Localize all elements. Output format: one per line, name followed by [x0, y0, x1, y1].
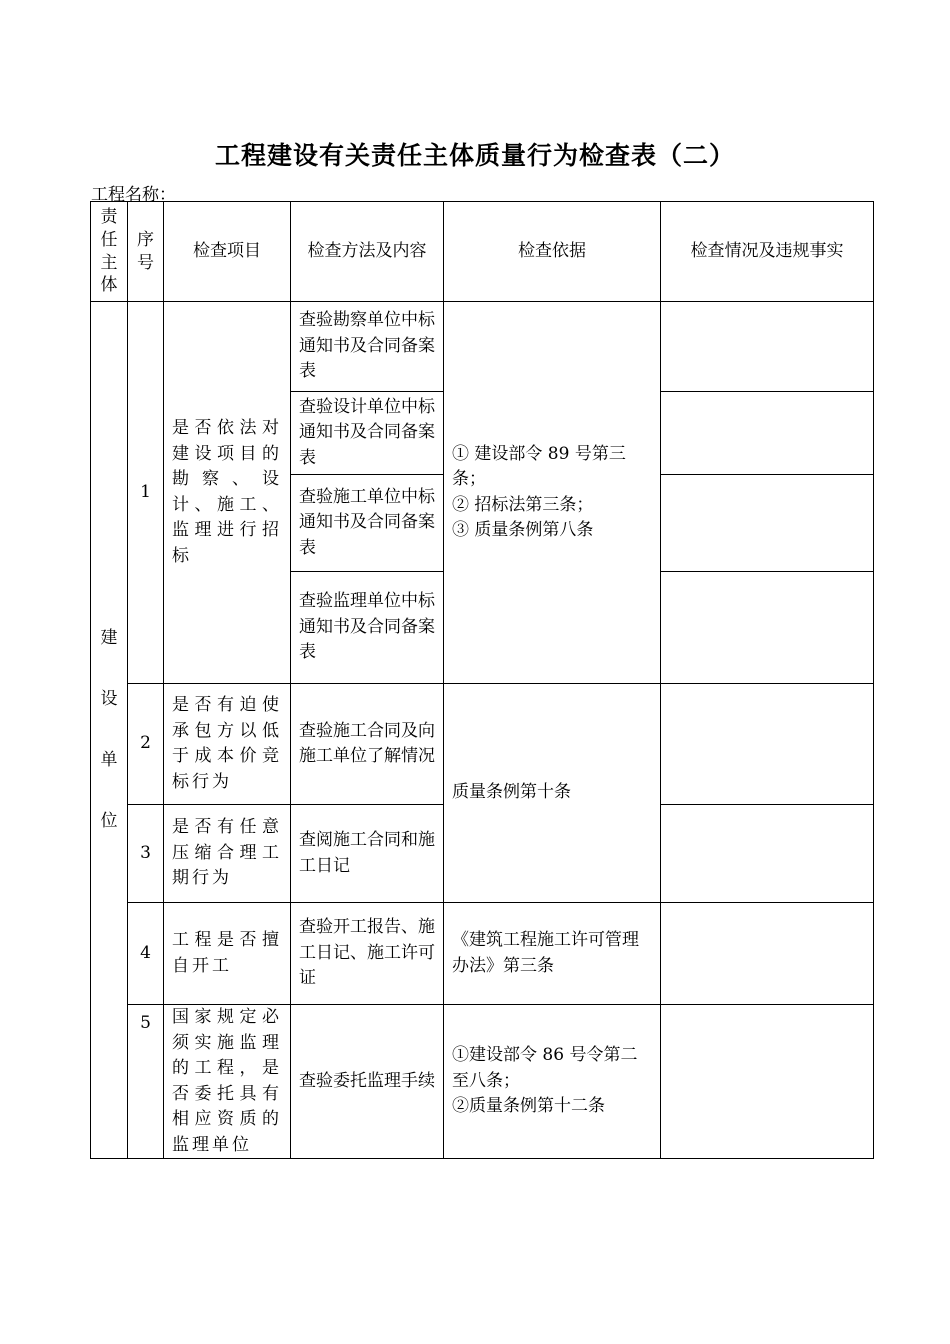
basis-line: ① 建设部令 89 号第三条； [452, 443, 626, 489]
entity-char: 建 [100, 628, 118, 649]
seq-cell: 3 [128, 805, 164, 903]
item-cell: 是否依法对建设项目的勘察、设计、施工、监理进行招标 [164, 302, 291, 684]
basis-line: ② 招标法第三条； [452, 494, 594, 515]
page-title: 工程建设有关责任主体质量行为检查表（二） [214, 141, 735, 170]
basis-cell: 《建筑工程施工许可管理办法》第三条 [444, 903, 661, 1005]
header-seq-char: 序 [137, 229, 154, 250]
method-cell: 查验委托监理手续 [291, 1005, 444, 1159]
method-cell: 查验勘察单位中标通知书及合同备案表 [291, 302, 444, 392]
result-cell[interactable] [661, 302, 874, 392]
inspection-table [90, 201, 874, 1159]
method-cell: 查验施工单位中标通知书及合同备案表 [291, 475, 444, 572]
header-entity-char: 主 [100, 252, 118, 273]
result-cell[interactable] [661, 684, 874, 805]
table-header-row [91, 202, 874, 302]
item-cell: 国家规定必须实施监理的工程，是否委托具有相应资质的监理单位 [164, 1005, 291, 1159]
header-result: 检查情况及违规事实 [661, 202, 874, 302]
table-row [91, 1005, 874, 1159]
entity-char: 位 [100, 810, 118, 831]
result-cell[interactable] [661, 475, 874, 572]
table-row [91, 903, 874, 1005]
header-item: 检查项目 [164, 202, 291, 302]
basis-line: ②质量条例第十二条 [452, 1096, 605, 1117]
item-cell: 是否有迫使承包方以低于成本价竞标行为 [164, 684, 291, 805]
header-seq [128, 202, 164, 302]
entity-char: 单 [100, 750, 118, 770]
seq-cell: 4 [128, 903, 164, 1005]
header-method: 检查方法及内容 [291, 202, 444, 302]
result-cell[interactable] [661, 392, 874, 475]
header-seq-char: 号 [137, 252, 154, 273]
item-cell: 工程是否擅自开工 [164, 903, 291, 1005]
method-cell: 查验施工合同及向施工单位了解情况 [291, 684, 444, 805]
seq-cell: 2 [128, 684, 164, 805]
entity-char: 设 [100, 689, 118, 710]
method-cell: 查验监理单位中标通知书及合同备案表 [291, 572, 444, 684]
result-cell[interactable] [661, 572, 874, 684]
result-cell[interactable] [661, 1005, 874, 1159]
item-cell: 是否有任意压缩合理工期行为 [164, 805, 291, 903]
basis-cell: 质量条例第十条 [444, 684, 661, 903]
basis-line: ①建设部令 86 号令第二至八条； [452, 1045, 638, 1091]
result-cell[interactable] [661, 805, 874, 903]
seq-cell: 1 [128, 302, 164, 684]
project-name-label: 工程名称： [91, 185, 176, 205]
header-entity [91, 202, 128, 302]
method-cell: 查阅施工合同和施工日记 [291, 805, 444, 903]
result-cell[interactable] [661, 903, 874, 1005]
method-cell: 查验设计单位中标通知书及合同备案表 [291, 392, 444, 475]
header-entity-char: 责 [100, 206, 118, 227]
table-row [91, 302, 874, 392]
seq-cell: 5 [128, 1005, 164, 1159]
method-cell: 查验开工报告、施工日记、施工许可证 [291, 903, 444, 1005]
header-entity-char: 任 [100, 229, 118, 250]
header-basis: 检查依据 [444, 202, 661, 302]
basis-cell [444, 302, 661, 684]
table-row [91, 684, 874, 805]
basis-cell [444, 1005, 661, 1159]
basis-line: ③ 质量条例第八条 [452, 520, 594, 540]
header-entity-char: 体 [100, 275, 118, 296]
responsible-entity-cell [91, 302, 128, 1159]
